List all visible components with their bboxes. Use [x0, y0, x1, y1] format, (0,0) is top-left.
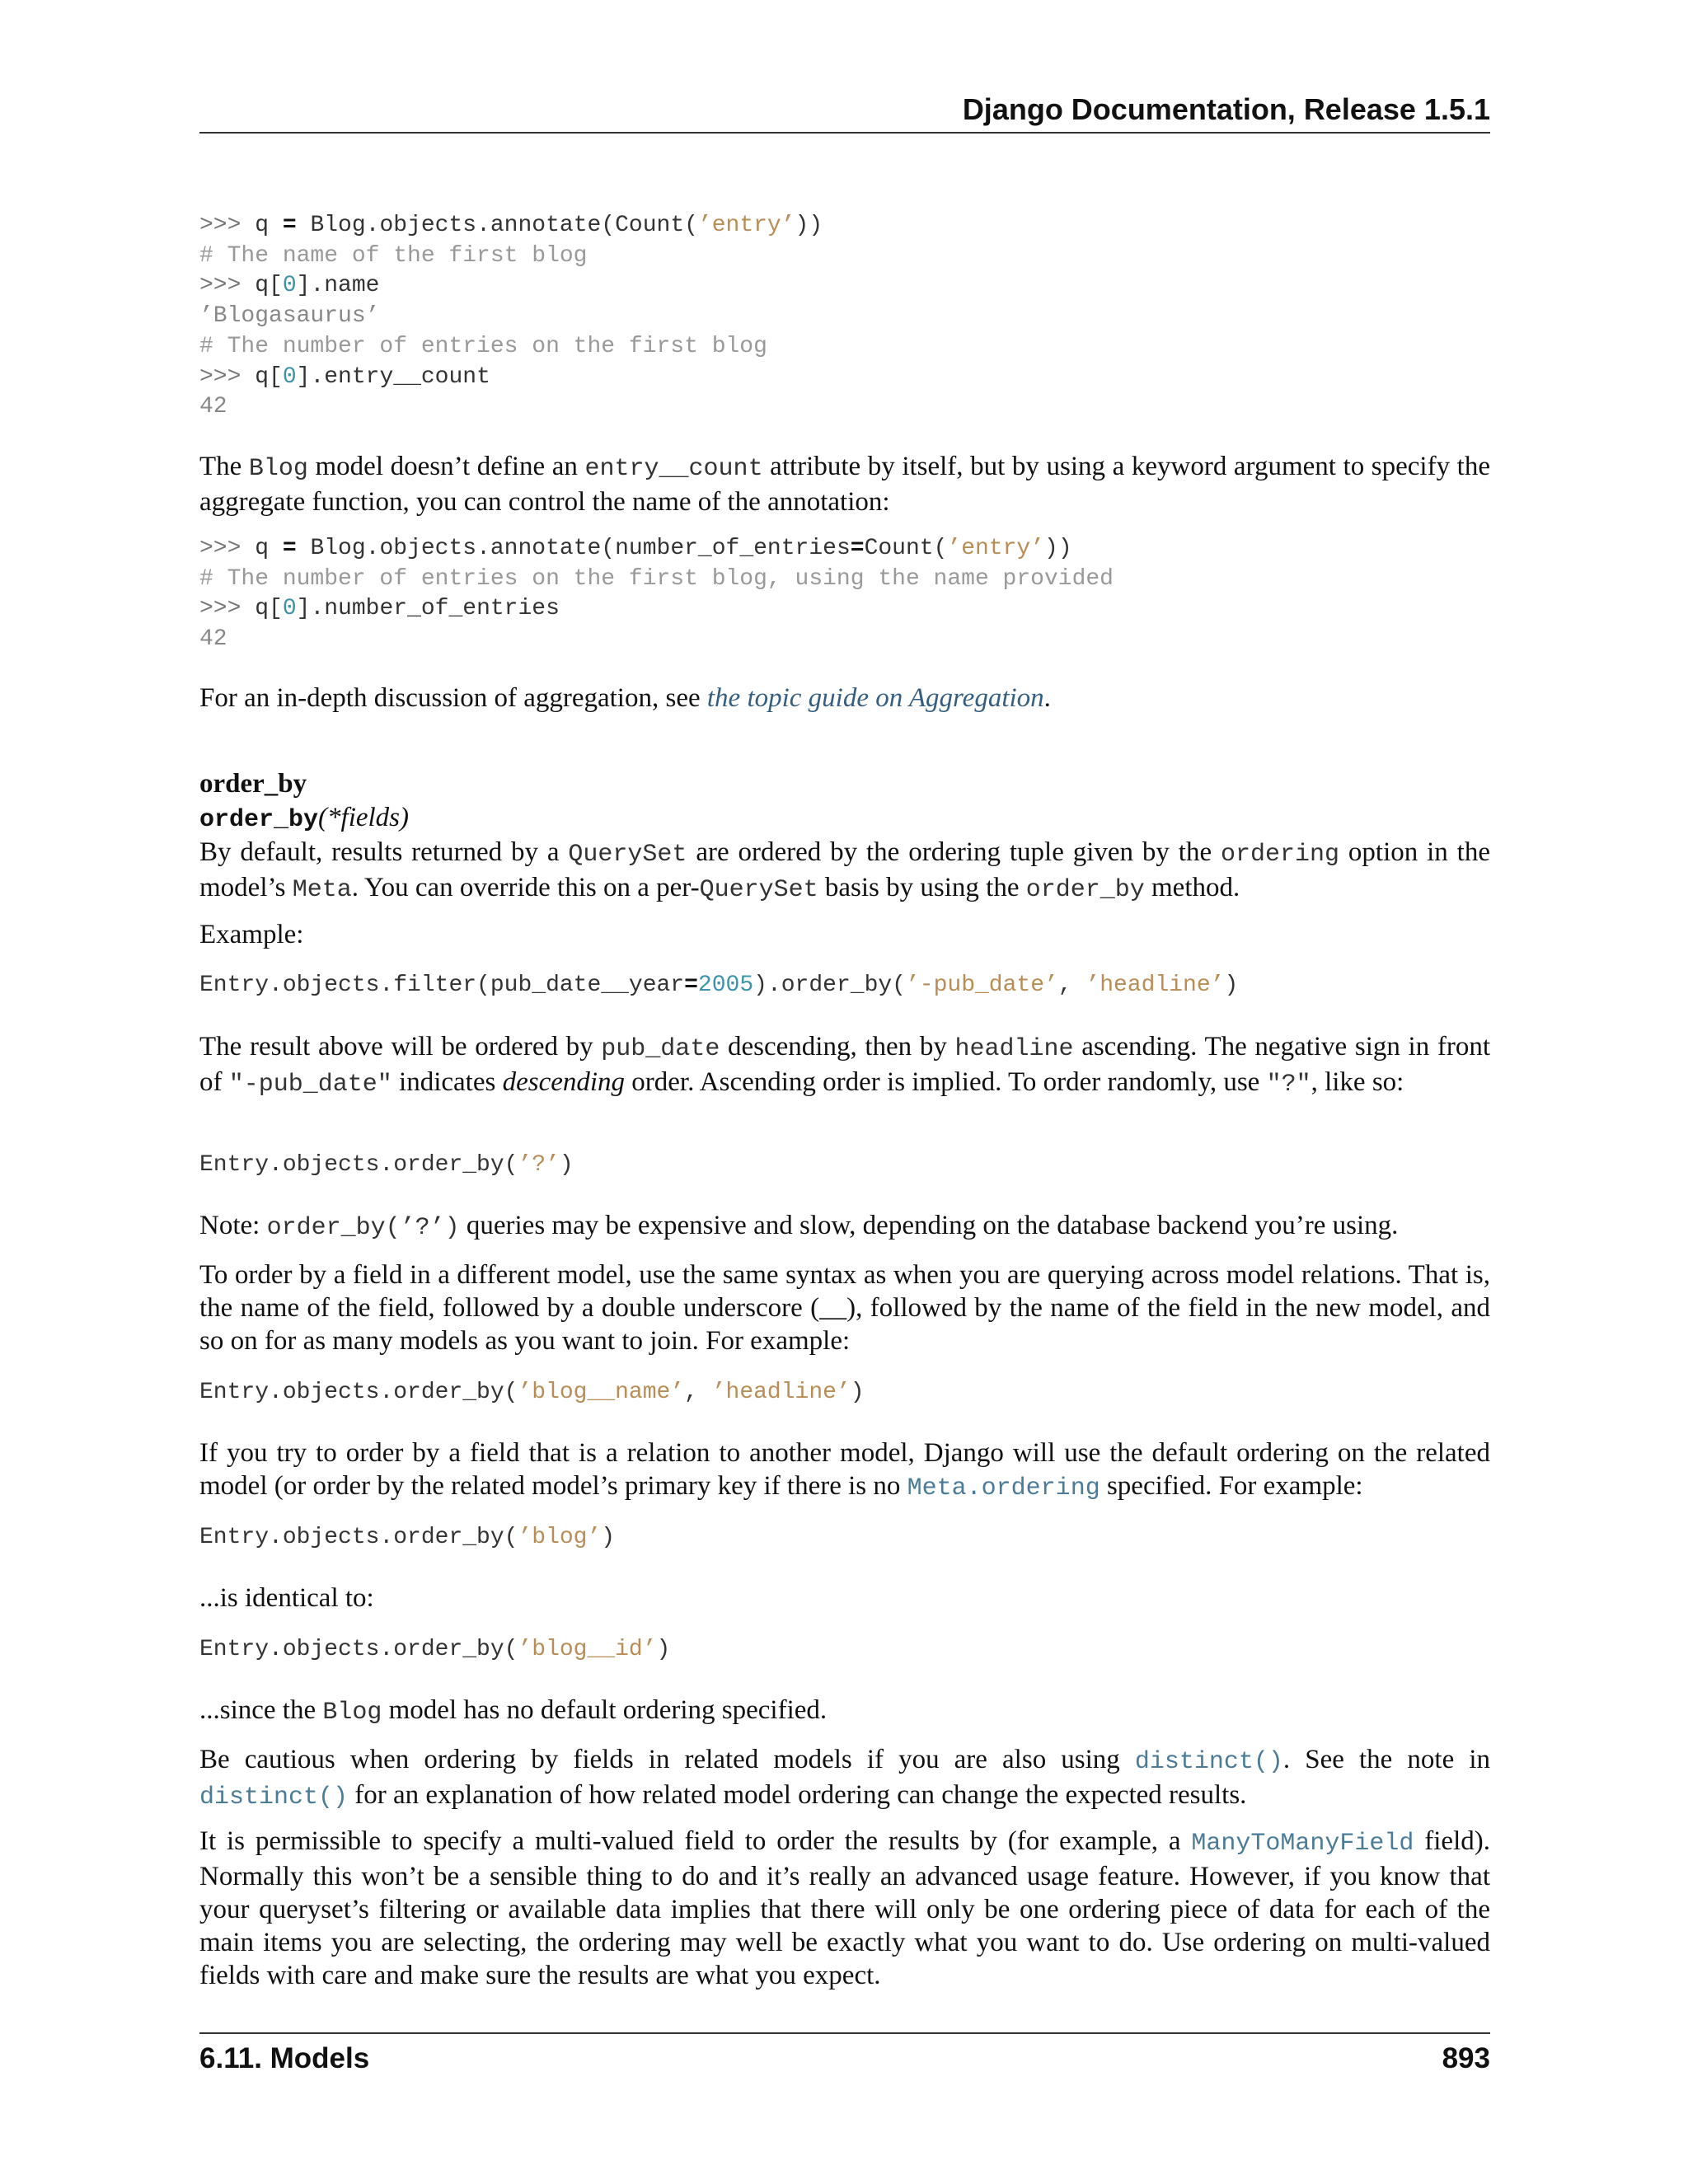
code-block-order-blog: Entry.objects.order_by(’blog’): [199, 1525, 616, 1550]
code-block-related-order: Entry.objects.order_by(’blog__name’, ’headline’): [199, 1380, 865, 1405]
code-block-keyword-annotate: >>> q = Blog.objects.annotate(number_of_entries=Count(’entry’)) # The number of entries on the first blog, using the name provided >>> q[0].number_of_entries 42: [199, 536, 1114, 653]
paragraph-no-default-ordering: ...since the Blog model has no default ordering specified.: [199, 1695, 828, 1727]
method-signature: [199, 803, 409, 834]
paragraph-descending-order: The result above will be ordered by pub_date descending, then by headline ascending. The negative sign in front of "-pub_date" indicates descending order. Ascending order is implied. To order randomly, use "?", like so:: [199, 1032, 1491, 1099]
link-aggregation-guide[interactable]: the topic guide on Aggregation: [706, 683, 1044, 713]
link-distinct[interactable]: distinct(): [1134, 1748, 1283, 1776]
link-many-to-many-field[interactable]: ManyToManyField: [1191, 1830, 1414, 1858]
page-header: [199, 91, 1490, 134]
code-block-random-order: Entry.objects.order_by(’?’): [199, 1152, 574, 1178]
header-title: Django Documentation, Release 1.5.1: [962, 92, 1490, 126]
paragraph-distinct-caution: Be cautious when ordering by fields in related models if you are also using distinct(). See the note in distinct() for an explanation of how related model ordering can change the expected results.: [199, 1745, 1490, 1811]
paragraph-multi-valued-field: It is permissible to specify a multi-valued field to order the results by (for example, a ManyToManyField field). Normally this won’t be a sensible thing to do and it’s really an advanced usage feature. However, if you know that your queryset’s filtering or available data implies that there will only be one ordering piece of data for each of the main items you are selecting, the ordering may well be exactly what you want to do. Use ordering on multi-valued fields with care and make sure the results are what you expect.: [199, 1826, 1490, 1990]
footer-page-number: 893: [1442, 2042, 1490, 2074]
signature-name: order_by: [199, 806, 319, 834]
paragraph-relation-ordering: If you try to order by a field that is a relation to another model, Django will use the default ordering on the related model (or order by the related model’s primary key if there is no Meta.ordering specified. For example:: [199, 1438, 1490, 1502]
code-block-filter-order: Entry.objects.filter(pub_date__year=2005).order_by(’-pub_date’, ’headline’): [199, 972, 1239, 998]
document-page: [199, 0, 1490, 2184]
paragraph-example-label: Example:: [199, 920, 304, 949]
code-block-order-blog-id: Entry.objects.order_by(’blog__id’): [199, 1637, 671, 1662]
section-heading: order_by: [199, 769, 307, 799]
footer-section: 6.11. Models: [199, 2042, 370, 2074]
paragraph-default-ordering: By default, results returned by a QuerySet are ordered by the ordering tuple given by the ordering option in the model’s Meta. You can override this on a per-QuerySet basis by using the order_by method.: [199, 837, 1491, 904]
link-distinct-note[interactable]: distinct(): [199, 1783, 349, 1811]
link-meta-ordering[interactable]: Meta.ordering: [907, 1474, 1100, 1502]
code-block-annotate: >>> q = Blog.objects.annotate(Count(’entry’)) # The name of the first blog >>> q[0].name ’Blogasaurus’ # The number of entries on the first blog >>> q[0].entry__count 42: [199, 213, 823, 420]
paragraph-annotation-name: The Blog model doesn’t define an entry__count attribute by itself, but by using a keyword argument to specify the aggregate function, you can control the name of the annotation:: [199, 452, 1490, 517]
paragraph-related-model-order: To order by a field in a different model, use the same syntax as when you are querying across model relations. That is, the name of the field, followed by a double underscore (__), followed by the name of the field in the new model, and so on for as many models as you want to join. For example:: [199, 1260, 1490, 1356]
signature-args: (*fields): [318, 803, 410, 832]
paragraph-random-note: Note: order_by(’?’) queries may be expensive and slow, depending on the database backend you’re using.: [199, 1211, 1399, 1242]
paragraph-identical: ...is identical to:: [199, 1583, 374, 1613]
paragraph-aggregation-link: For an in-depth discussion of aggregation, see the topic guide on Aggregation.: [199, 683, 1051, 713]
page-footer: [199, 2032, 1490, 2074]
